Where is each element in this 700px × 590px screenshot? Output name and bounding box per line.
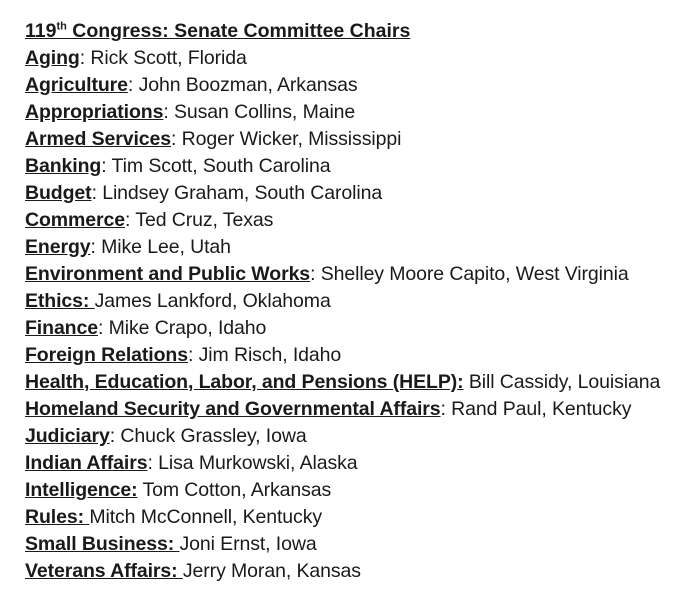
chair-name: Tim Scott, South Carolina xyxy=(111,155,331,177)
separator: : xyxy=(79,47,91,69)
committee-name: Commerce xyxy=(25,209,125,231)
committee-row xyxy=(25,477,695,504)
chair-name: James Lankford, Oklahoma xyxy=(94,290,331,312)
committee-name: Intelligence: xyxy=(25,479,138,501)
committee-name: Health, Education, Labor, and Pensions (HELP): xyxy=(25,371,464,393)
committee-row xyxy=(25,504,695,531)
committee-row xyxy=(25,99,695,126)
separator: : xyxy=(125,209,136,231)
committee-row xyxy=(25,72,695,99)
chair-name: Chuck Grassley, Iowa xyxy=(120,425,307,447)
committee-row xyxy=(25,558,695,585)
separator: : xyxy=(127,74,139,96)
committee-row xyxy=(25,396,695,423)
chair-name: Tom Cotton, Arkansas xyxy=(142,479,332,501)
committee-row xyxy=(25,531,695,558)
separator: : xyxy=(147,452,159,474)
committee-row xyxy=(25,288,695,315)
separator: : xyxy=(90,236,102,258)
committee-name: Foreign Relations xyxy=(25,344,188,366)
chair-name: Joni Ernst, Iowa xyxy=(179,533,317,555)
committee-name: Finance xyxy=(25,317,98,339)
chair-name: Mike Crapo, Idaho xyxy=(108,317,267,339)
committee-row xyxy=(25,234,695,261)
committee-row xyxy=(25,153,695,180)
committee-name: Rules: xyxy=(25,506,90,528)
committee-name: Energy xyxy=(25,236,91,258)
committee-name: Agriculture xyxy=(25,74,128,96)
chair-name: Mitch McConnell, Kentucky xyxy=(89,506,322,528)
separator: : xyxy=(109,425,121,447)
separator: : xyxy=(310,263,321,285)
committee-name: Judiciary xyxy=(25,425,110,447)
document-body xyxy=(25,18,695,585)
separator: : xyxy=(171,128,182,150)
chair-name: John Boozman, Arkansas xyxy=(138,74,358,96)
committee-row xyxy=(25,207,695,234)
committee-row xyxy=(25,126,695,153)
chair-name: Mike Lee, Utah xyxy=(101,236,231,258)
chair-name: Jim Risch, Idaho xyxy=(198,344,342,366)
committee-row xyxy=(25,261,695,288)
committee-name: Veterans Affairs: xyxy=(25,560,183,582)
separator: : xyxy=(163,101,174,123)
committee-row xyxy=(25,369,695,396)
committee-name: Small Business: xyxy=(25,533,180,555)
title-text: Congress: Senate Committee Chairs xyxy=(66,20,411,42)
separator: : xyxy=(440,398,452,420)
committee-name: Appropriations xyxy=(25,101,164,123)
committee-row xyxy=(25,180,695,207)
chair-name: Jerry Moran, Kansas xyxy=(182,560,361,582)
committee-row xyxy=(25,423,695,450)
committee-name: Armed Services xyxy=(25,128,172,150)
chair-name: Susan Collins, Maine xyxy=(174,101,356,123)
chair-name: Ted Cruz, Texas xyxy=(135,209,274,231)
chair-name: Roger Wicker, Mississippi xyxy=(181,128,402,150)
chair-name: Lindsey Graham, South Carolina xyxy=(102,182,383,204)
chair-name: Lisa Murkowski, Alaska xyxy=(158,452,358,474)
committee-name: Homeland Security and Governmental Affairs xyxy=(25,398,441,420)
separator: : xyxy=(101,155,112,177)
chair-name: Bill Cassidy, Louisiana xyxy=(468,371,661,393)
separator: : xyxy=(91,182,103,204)
chair-name: Rand Paul, Kentucky xyxy=(451,398,632,420)
page-title xyxy=(25,18,695,45)
chair-name: Shelley Moore Capito, West Virginia xyxy=(320,263,629,285)
committee-name: Indian Affairs xyxy=(25,452,148,474)
title-ordinal-suffix: th xyxy=(56,20,67,33)
committee-row xyxy=(25,45,695,72)
separator: : xyxy=(98,317,109,339)
committee-name: Banking xyxy=(25,155,102,177)
separator: : xyxy=(187,344,199,366)
committee-name: Aging xyxy=(25,47,80,69)
committee-name: Budget xyxy=(25,182,92,204)
committee-name: Environment and Public Works xyxy=(25,263,311,285)
committee-row xyxy=(25,315,695,342)
title-number: 119 xyxy=(25,20,57,42)
chair-name: Rick Scott, Florida xyxy=(90,47,247,69)
committee-row xyxy=(25,450,695,477)
committee-row xyxy=(25,342,695,369)
committee-name: Ethics: xyxy=(25,290,95,312)
